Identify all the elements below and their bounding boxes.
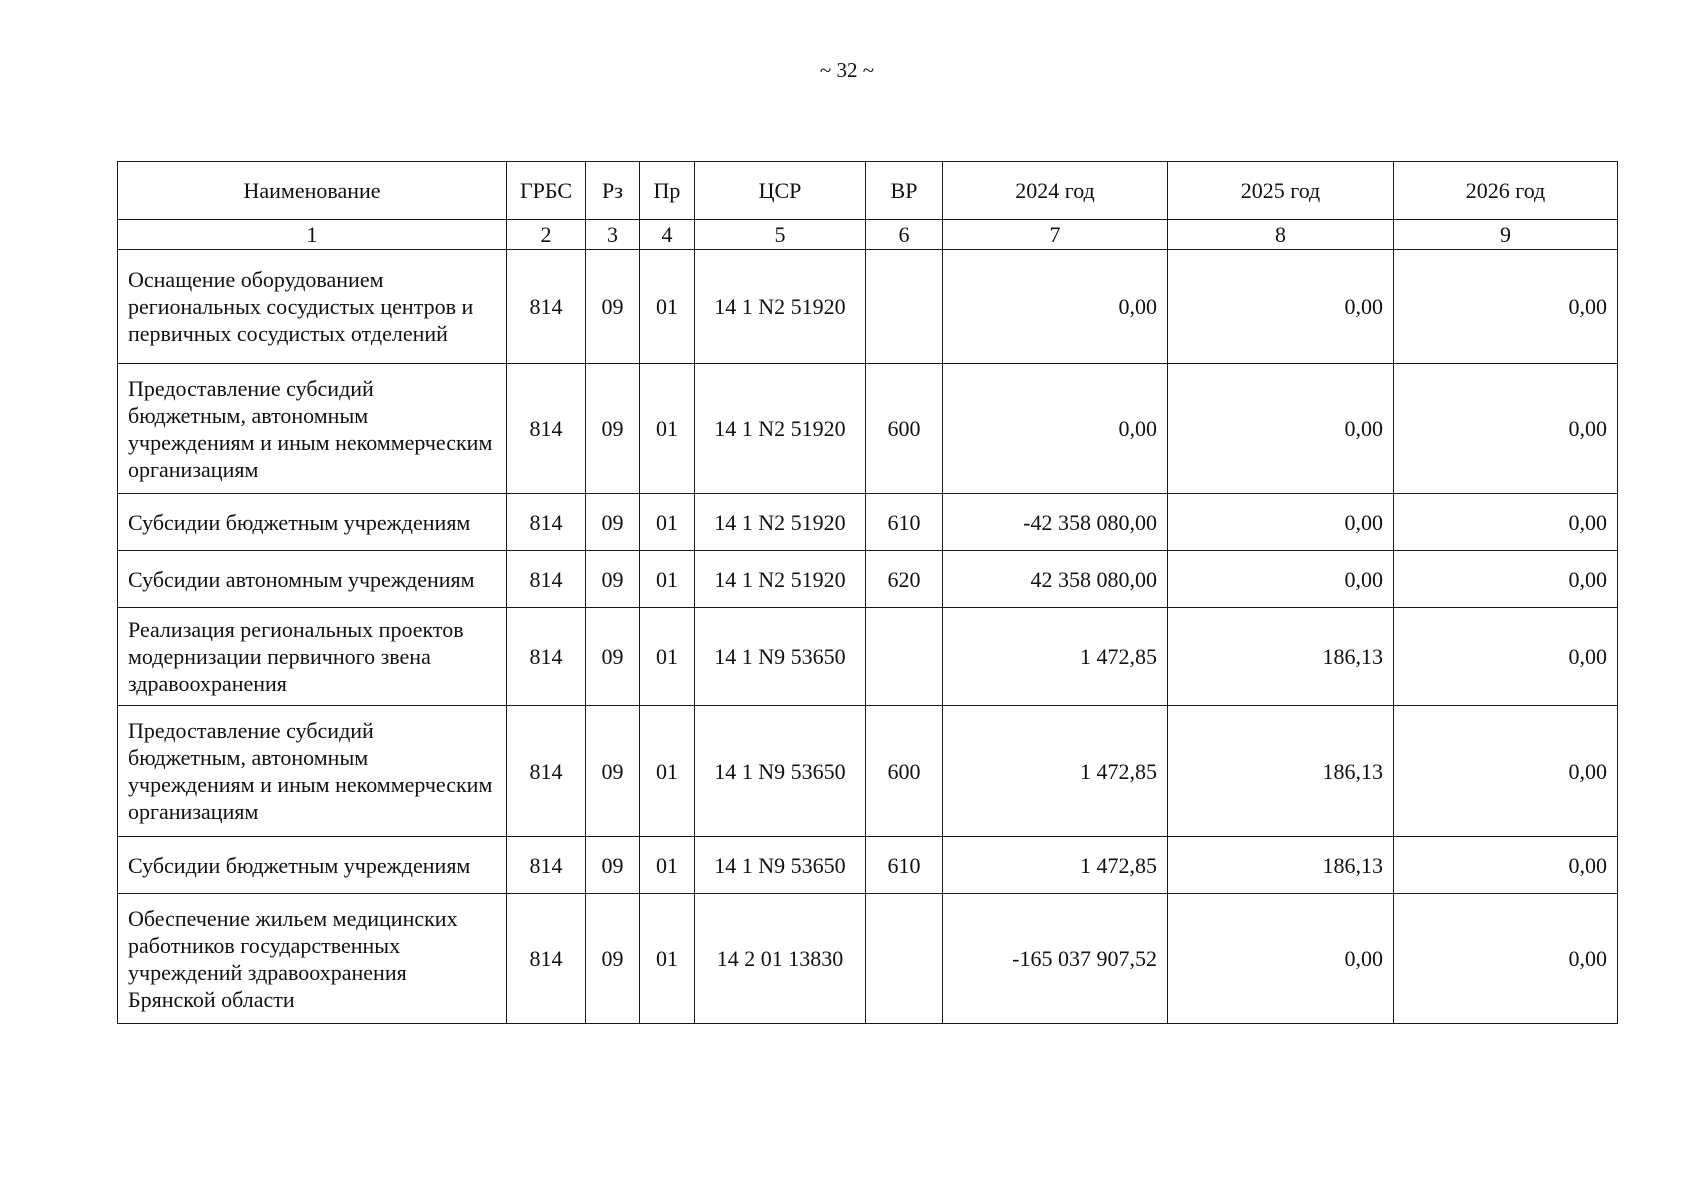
page-number: ~ 32 ~ — [819, 58, 875, 82]
row-csr: 14 1 N2 51920 — [695, 364, 866, 494]
row-2026: 0,00 — [1394, 250, 1618, 364]
row-csr: 14 1 N9 53650 — [695, 706, 866, 837]
row-2025: 186,13 — [1168, 837, 1394, 894]
row-rz: 09 — [586, 608, 640, 706]
column-number: 2 — [507, 220, 586, 250]
row-name: Предоставление субсидий бюджетным, автономным учреждениям и иным некоммерческим организациям — [118, 364, 507, 494]
header-csr: ЦСР — [695, 162, 866, 220]
row-pr: 01 — [640, 608, 695, 706]
row-name: Субсидии автономным учреждениям — [118, 551, 507, 608]
column-number-row — [118, 220, 1618, 250]
row-rz: 09 — [586, 837, 640, 894]
row-2025: 0,00 — [1168, 494, 1394, 551]
row-2024: 0,00 — [943, 250, 1168, 364]
row-2025: 186,13 — [1168, 706, 1394, 837]
row-name: Предоставление субсидий бюджетным, автономным учреждениям и иным некоммерческим организациям — [118, 706, 507, 837]
row-2024: -165 037 907,52 — [943, 894, 1168, 1024]
row-pr: 01 — [640, 837, 695, 894]
row-vr: 610 — [866, 837, 943, 894]
row-pr: 01 — [640, 706, 695, 837]
budget-table — [117, 161, 1618, 1024]
row-csr: 14 1 N9 53650 — [695, 608, 866, 706]
row-vr: 600 — [866, 706, 943, 837]
row-2025: 0,00 — [1168, 551, 1394, 608]
row-csr: 14 2 01 13830 — [695, 894, 866, 1024]
header-2025: 2025 год — [1168, 162, 1394, 220]
table-row — [118, 364, 1618, 494]
row-2026: 0,00 — [1394, 608, 1618, 706]
row-2025: 0,00 — [1168, 894, 1394, 1024]
row-2024: 1 472,85 — [943, 706, 1168, 837]
row-vr: 620 — [866, 551, 943, 608]
row-grbs: 814 — [507, 706, 586, 837]
table-row — [118, 837, 1618, 894]
row-grbs: 814 — [507, 551, 586, 608]
row-csr: 14 1 N2 51920 — [695, 250, 866, 364]
table-row — [118, 894, 1618, 1024]
column-number: 8 — [1168, 220, 1394, 250]
column-number: 3 — [586, 220, 640, 250]
row-2026: 0,00 — [1394, 494, 1618, 551]
row-2024: 1 472,85 — [943, 608, 1168, 706]
header-rz: Рз — [586, 162, 640, 220]
row-rz: 09 — [586, 494, 640, 551]
row-2026: 0,00 — [1394, 551, 1618, 608]
row-rz: 09 — [586, 894, 640, 1024]
column-number: 9 — [1394, 220, 1618, 250]
row-name: Субсидии бюджетным учреждениям — [118, 494, 507, 551]
column-number: 6 — [866, 220, 943, 250]
row-2024: -42 358 080,00 — [943, 494, 1168, 551]
row-vr — [866, 608, 943, 706]
table-row — [118, 551, 1618, 608]
header-vr: ВР — [866, 162, 943, 220]
row-2025: 186,13 — [1168, 608, 1394, 706]
header-name: Наименование — [118, 162, 507, 220]
row-2026: 0,00 — [1394, 364, 1618, 494]
column-number: 7 — [943, 220, 1168, 250]
row-pr: 01 — [640, 250, 695, 364]
table-row — [118, 250, 1618, 364]
header-grbs: ГРБС — [507, 162, 586, 220]
row-rz: 09 — [586, 551, 640, 608]
row-2024: 0,00 — [943, 364, 1168, 494]
row-2024: 1 472,85 — [943, 837, 1168, 894]
row-csr: 14 1 N9 53650 — [695, 837, 866, 894]
row-pr: 01 — [640, 364, 695, 494]
row-grbs: 814 — [507, 608, 586, 706]
row-rz: 09 — [586, 250, 640, 364]
column-number: 4 — [640, 220, 695, 250]
header-2024: 2024 год — [943, 162, 1168, 220]
header-2026: 2026 год — [1394, 162, 1618, 220]
row-csr: 14 1 N2 51920 — [695, 551, 866, 608]
row-2026: 0,00 — [1394, 837, 1618, 894]
table-row — [118, 706, 1618, 837]
row-csr: 14 1 N2 51920 — [695, 494, 866, 551]
row-grbs: 814 — [507, 494, 586, 551]
row-2026: 0,00 — [1394, 706, 1618, 837]
row-vr — [866, 250, 943, 364]
row-2024: 42 358 080,00 — [943, 551, 1168, 608]
header-pr: Пр — [640, 162, 695, 220]
column-number: 5 — [695, 220, 866, 250]
row-name: Реализация региональных проектов модернизации первичного звена здравоохранения — [118, 608, 507, 706]
row-name: Обеспечение жильем медицинских работников государственных учреждений здравоохранения Брянской области — [118, 894, 507, 1024]
row-pr: 01 — [640, 894, 695, 1024]
row-2025: 0,00 — [1168, 250, 1394, 364]
row-vr: 610 — [866, 494, 943, 551]
row-rz: 09 — [586, 706, 640, 837]
row-vr: 600 — [866, 364, 943, 494]
header-row — [118, 162, 1618, 220]
row-pr: 01 — [640, 494, 695, 551]
row-grbs: 814 — [507, 250, 586, 364]
row-name: Оснащение оборудованием региональных сосудистых центров и первичных сосудистых отделений — [118, 250, 507, 364]
column-number: 1 — [118, 220, 507, 250]
row-grbs: 814 — [507, 894, 586, 1024]
row-rz: 09 — [586, 364, 640, 494]
row-vr — [866, 894, 943, 1024]
row-pr: 01 — [640, 551, 695, 608]
row-grbs: 814 — [507, 364, 586, 494]
row-2025: 0,00 — [1168, 364, 1394, 494]
row-grbs: 814 — [507, 837, 586, 894]
row-name: Субсидии бюджетным учреждениям — [118, 837, 507, 894]
table-row — [118, 494, 1618, 551]
table-row — [118, 608, 1618, 706]
row-2026: 0,00 — [1394, 894, 1618, 1024]
